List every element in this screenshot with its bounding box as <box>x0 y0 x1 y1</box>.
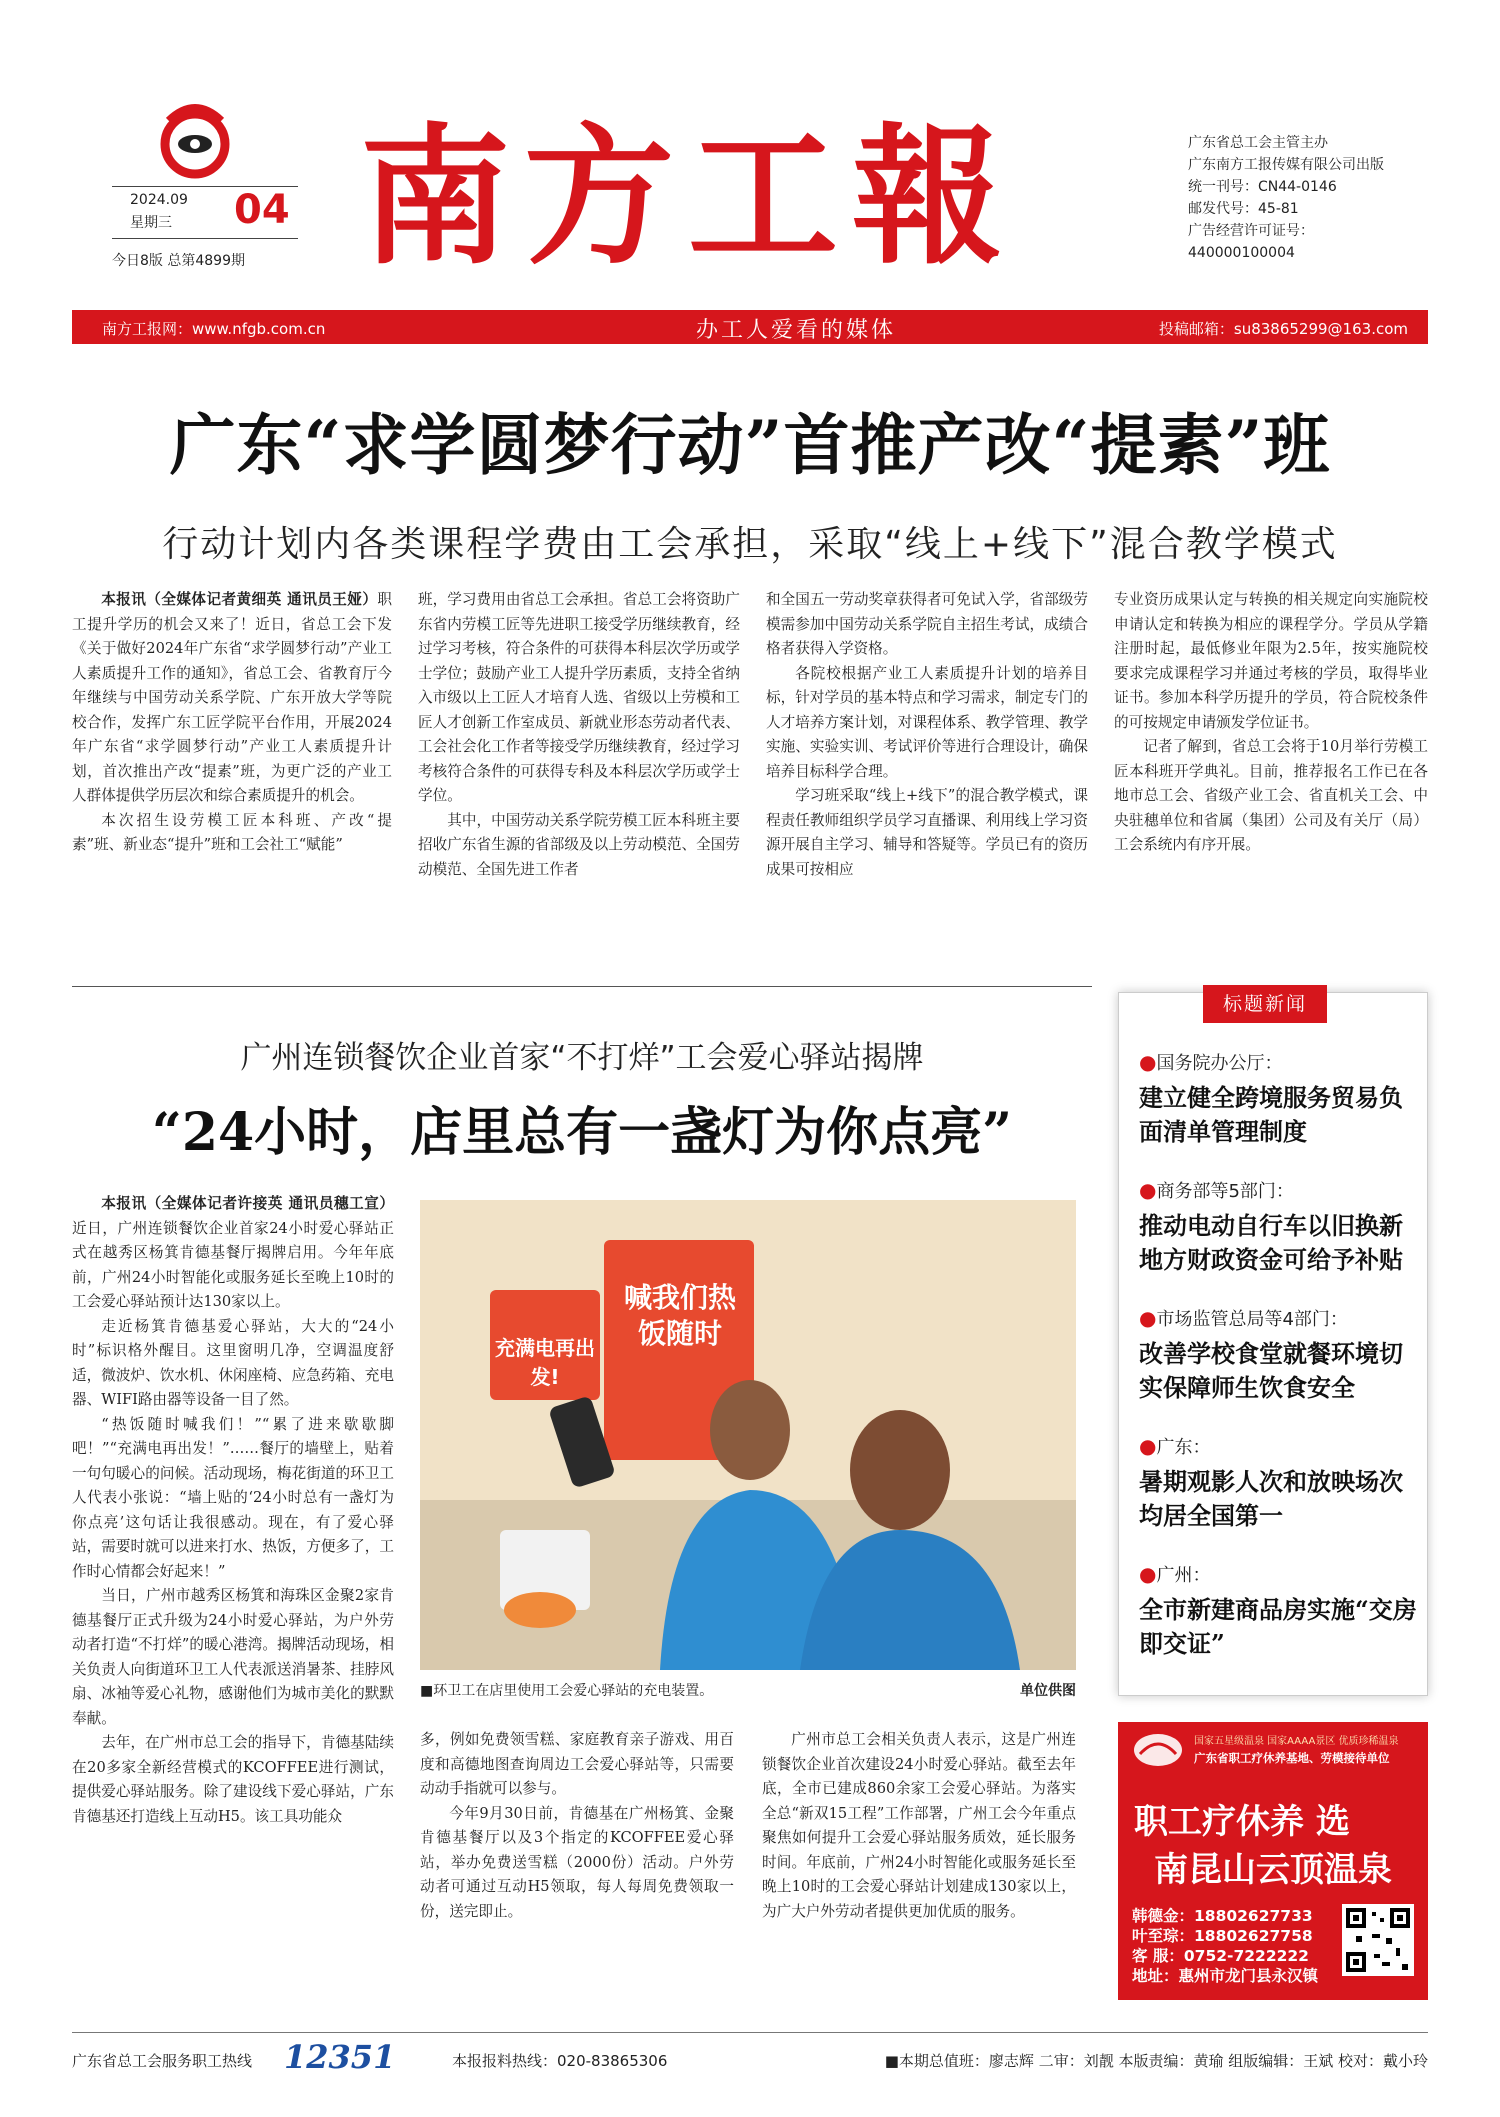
paragraph: 班，学习费用由省总工会承担。省总工会将资助广东省内劳模工匠等先进职工接受学历继续教育，经过学习考核，符合条件的可获得本科层次学历或学士学位；鼓励产业工人提升学历素质，支持全省纳入市级以上工匠人才培育人选、省级以上劳模和工匠人才创新工作室成员、新就业形态劳动者代表、工会社会化工作者等接受学历继续教育，经过学习考核符合条件的可获得专科及本科层次学历或学士学位。 <box>418 591 740 804</box>
news-headline: 暑期观影人次和放映场次均居全国第一 <box>1139 1467 1403 1530</box>
second-byline: 本报讯（全媒体记者许接英 通讯员穗工宣） <box>101 1195 394 1212</box>
paragraph: 其中，中国劳动关系学院劳模工匠本科班主要招收广东省生源的省部级及以上劳动模范、全国劳动模范、全国先进工作者 <box>418 811 740 878</box>
pub-info-line: 广告经营许可证号： <box>1188 223 1314 239</box>
masthead-banner <box>72 310 1428 344</box>
paragraph: 职工提升学历的机会又来了！近日，省总工会下发《关于做好2024年广东省“求学圆梦行动”产业工人素质提升工作的通知》，省总工会、省教育厅今年继续与中国劳动关系学院、广东开放大学等院校合作，发挥广东工匠学院平台作用，开展2024年广东省“求学圆梦行动”产业工人素质提升计划，首次推出产改“提素”班，为更广泛的产业工人群体提供学历层次和综合素质提升的机会。 <box>72 591 392 804</box>
ad-tagline: 国家五星级温泉 国家AAAA景区 优质珍稀温泉 <box>1194 1736 1399 1747</box>
news-photo <box>420 1200 1076 1670</box>
paragraph: 各院校根据产业工人素质提升计划的培养目标，针对学员的基本特点和学习需求，制定专门的人才培养方案计划，对课程体系、教学管理、教学实施、实验实训、考试评价等进行合理设计，确保培养目标科学合理。 <box>766 664 1088 780</box>
news-tip-hotline[interactable]: 本报报料热线：020-83865306 <box>452 2052 668 2070</box>
submission-email[interactable]: 投稿邮箱：su83865299@163.com <box>1158 320 1408 338</box>
caption-text: ■环卫工在店里使用工会爱心驿站的充电装置。 <box>420 1683 714 1699</box>
second-column-3 <box>762 1728 1076 1998</box>
second-kicker: 广州连锁餐饮企业首家“不打烊”工会爱心驿站揭牌 <box>240 1040 924 1076</box>
paragraph: 走近杨箕肯德基爱心驿站，大大的“24小时”标识格外醒目。这里窗明几净，空调温度舒适，微波炉、饮水机、休闲座椅、应急药箱、充电器、WIFI路由器等设备一目了然。 <box>72 1317 394 1408</box>
ad-title-1: 职工疗休养 选 <box>1134 1802 1350 1842</box>
second-headline: “24小时，店里总有一盏灯为你点亮” <box>151 1102 1013 1163</box>
section-divider <box>72 986 1092 987</box>
news-item[interactable] <box>1139 1177 1419 1277</box>
paragraph: 本次招生设劳模工匠本科班、产改“提素”班、新业态“提升”班和工会社工“赋能” <box>72 811 392 853</box>
paragraph: 今年9月30日前，肯德基在广州杨箕、金聚肯德基餐厅以及3个指定的KCOFFEE爱心驿站，举办免费送雪糕（2000份）活动。户外劳动者可通过互动H5领取，每人每周免费领取一份，送完即止。 <box>420 1804 734 1920</box>
news-item[interactable] <box>1139 1305 1419 1405</box>
headline-news-tag: 标题新闻 <box>1203 985 1327 1023</box>
hot-spring-ad[interactable] <box>1118 1722 1428 2000</box>
issue-day: 04 <box>234 187 290 233</box>
lead-byline: 本报讯（全媒体记者黄细英 通讯员王娅） <box>101 591 378 608</box>
resort-logo-icon <box>1132 1730 1184 1770</box>
lead-column-3 <box>766 588 1088 944</box>
ad-contact-line: 叶至琮：18802627758 <box>1132 1927 1313 1945</box>
staff-credits: ■本期总值班：廖志辉 二审：刘靓 本版责编：黄瑜 组版编辑：王斌 校对：戴小玲 <box>884 2052 1428 2070</box>
paragraph: 学习班采取“线上+线下”的混合教学模式，课程责任教师组织学员学习直播课、利用线上学习资源开展自主学习、辅导和答疑等。学员已有的资历成果可按相应 <box>766 787 1088 878</box>
ad-contact-line: 客 服：0752-7222222 <box>1132 1947 1309 1965</box>
paragraph: 和全国五一劳动奖章获得者可免试入学，省部级劳模需参加中国劳动关系学院自主招生考试，成绩合格者获得入学资格。 <box>766 591 1088 657</box>
pub-info-line: 广东南方工报传媒有限公司出版 <box>1188 157 1384 173</box>
second-column-2 <box>420 1728 734 1998</box>
hotline-number[interactable]: 12351 <box>284 2038 396 2076</box>
pub-info-line: 440000100004 <box>1188 245 1295 261</box>
ad-contacts <box>1132 1906 1318 1986</box>
news-source: 国务院办公厅： <box>1156 1053 1283 1074</box>
slogan: 办工人爱看的媒体 <box>696 318 897 343</box>
footer-divider <box>72 2032 1428 2033</box>
paragraph: 去年，在广州市总工会的指导下，肯德基陆续在20多家全新经营模式的KCOFFEE进行测试，提供爱心驿站服务。除了建设线下爱心驿站，广东肯德基还打造线上互动H5。该工具功能众 <box>72 1734 394 1825</box>
issue-weekday: 星期三 <box>130 215 172 231</box>
ad-contact-line: 地址：惠州市龙门县永汉镇 <box>1132 1967 1319 1985</box>
news-item[interactable] <box>1139 1049 1419 1149</box>
lead-headline: 广东“求学圆梦行动”首推产改“提素”班 <box>169 406 1331 484</box>
news-item[interactable] <box>1139 1433 1419 1533</box>
photo-caption <box>420 1680 1076 1700</box>
headline-news-box <box>1118 992 1428 1696</box>
bullet-icon: ● <box>1139 1178 1157 1202</box>
paragraph: 记者了解到，省总工会将于10月举行劳模工匠本科班开学典礼。目前，推荐报名工作已在各地市总工会、省级产业工会、省直机关工会、中央驻穗单位和省属（集团）公司及有关厅（局）工会系统内有序开展。 <box>1114 738 1428 853</box>
photo-illustration <box>420 1200 1076 1670</box>
photo-sign-charge: 充满电再出发! <box>495 1336 595 1389</box>
news-headline: 建立健全跨境服务贸易负面清单管理制度 <box>1139 1083 1403 1146</box>
lead-column-1 <box>72 588 392 944</box>
second-column-1 <box>72 1192 394 1998</box>
news-item[interactable] <box>1139 1561 1419 1661</box>
paragraph: 近日，广州连锁餐饮企业首家24小时爱心驿站正式在越秀区杨箕肯德基餐厅揭牌启用。今年年底前，广州24小时智能化或服务延长至晚上10时的工会爱心驿站预计达130家以上。 <box>72 1219 394 1310</box>
pub-info-line: 邮发代号：45-81 <box>1188 201 1299 217</box>
bullet-icon: ● <box>1139 1306 1157 1330</box>
footer <box>72 2040 1428 2080</box>
newspaper-title: 南方工報 <box>360 109 1017 285</box>
hotline-label: 广东省总工会服务职工热线 <box>72 2052 253 2070</box>
paragraph: 专业资历成果认定与转换的相关规定向实施院校申请认定和转换为相应的课程学分。学员从学籍注册时起，最低修业年限为2.5年，按实施院校要求完成课程学习并通过考核的学员，取得毕业证书。参加本科学历提升的学员，符合院校条件的可按规定申请颁发学位证书。 <box>1114 591 1428 731</box>
news-source: 广州： <box>1156 1565 1211 1586</box>
news-source: 市场监管总局等4部门： <box>1156 1309 1348 1330</box>
lead-subhead: 行动计划内各类课程学费由工会承担，采取“线上+线下”混合教学模式 <box>162 524 1338 565</box>
paragraph: 多，例如免费领雪糕、家庭教育亲子游戏、用百度和高德地图查询周边工会爱心驿站等，只需要动动手指就可以参与。 <box>420 1731 734 1797</box>
news-headline: 全市新建商品房实施“交房即交证” <box>1139 1595 1417 1658</box>
paragraph: 广州市总工会相关负责人表示，这是广州连锁餐饮企业首次建设24小时爱心驿站。截至去年底，全市已建成860余家工会爱心驿站。为落实全总“新双15工程”工作部署，广州工会今年重点聚焦如何提升工会爱心驿站服务质效，延长服务时间。年底前，广州24小时智能化或服务延长至晚上10时的工会爱心驿站计划建成130家以上，为广大户外劳动者提供更加优质的服务。 <box>762 1731 1076 1920</box>
news-source: 商务部等5部门： <box>1156 1181 1294 1202</box>
ad-contact-line: 韩德金：18802627733 <box>1132 1907 1313 1925</box>
issue-count: 今日8版 总第4899期 <box>112 253 245 269</box>
news-headline: 推动电动自行车以旧换新地方财政资金可给予补贴 <box>1139 1211 1403 1274</box>
paragraph: “热饭随时喊我们！”“累了进来歇歇脚吧！”“充满电再出发！”……餐厅的墙壁上，贴着一句句暖心的问候。活动现场，梅花街道的环卫工人代表小张说：“墙上贴的‘24小时总有一盏灯为你点亮’这句话让我很感动。现在，有了爱心驿站，需要时就可以进来打水、热饭，方便多了，工作时心情都会好起来！” <box>72 1415 394 1580</box>
ad-title-2: 南昆山云顶温泉 <box>1154 1850 1392 1890</box>
photo-sign-meal: 喊我们热饭随时 <box>623 1281 736 1350</box>
issue-date: 2024.09 <box>130 192 188 208</box>
bullet-icon: ● <box>1139 1434 1157 1458</box>
lead-column-4 <box>1114 588 1428 944</box>
website-link[interactable]: 南方工报网：www.nfgb.com.cn <box>102 320 326 338</box>
publication-info <box>1188 132 1448 264</box>
paragraph: 当日，广州市越秀区杨箕和海珠区金聚2家肯德基餐厅正式升级为24小时爱心驿站，为户外劳动者打造“不打烊”的暖心港湾。揭牌活动现场，相关负责人向街道环卫工人代表派送消暑茶、挂脖风扇、冰袖等爱心礼物，感谢他们为城市美化的默默奉献。 <box>72 1587 394 1727</box>
bullet-icon: ● <box>1139 1050 1157 1074</box>
qr-code-icon[interactable] <box>1342 1904 1414 1976</box>
ad-tagline-2: 广东省职工疗休养基地、劳模接待单位 <box>1194 1751 1390 1765</box>
bullet-icon: ● <box>1139 1562 1157 1586</box>
photo-credit: 单位供图 <box>1020 1683 1076 1699</box>
pub-info-line: 统一刊号：CN44-0146 <box>1188 179 1337 195</box>
lead-column-2 <box>418 588 740 944</box>
news-headline: 改善学校食堂就餐环境切实保障师生饮食安全 <box>1139 1339 1403 1402</box>
pub-info-line: 广东省总工会主管主办 <box>1188 135 1328 151</box>
newspaper-logo-icon <box>158 100 232 188</box>
news-source: 广东： <box>1156 1437 1211 1458</box>
